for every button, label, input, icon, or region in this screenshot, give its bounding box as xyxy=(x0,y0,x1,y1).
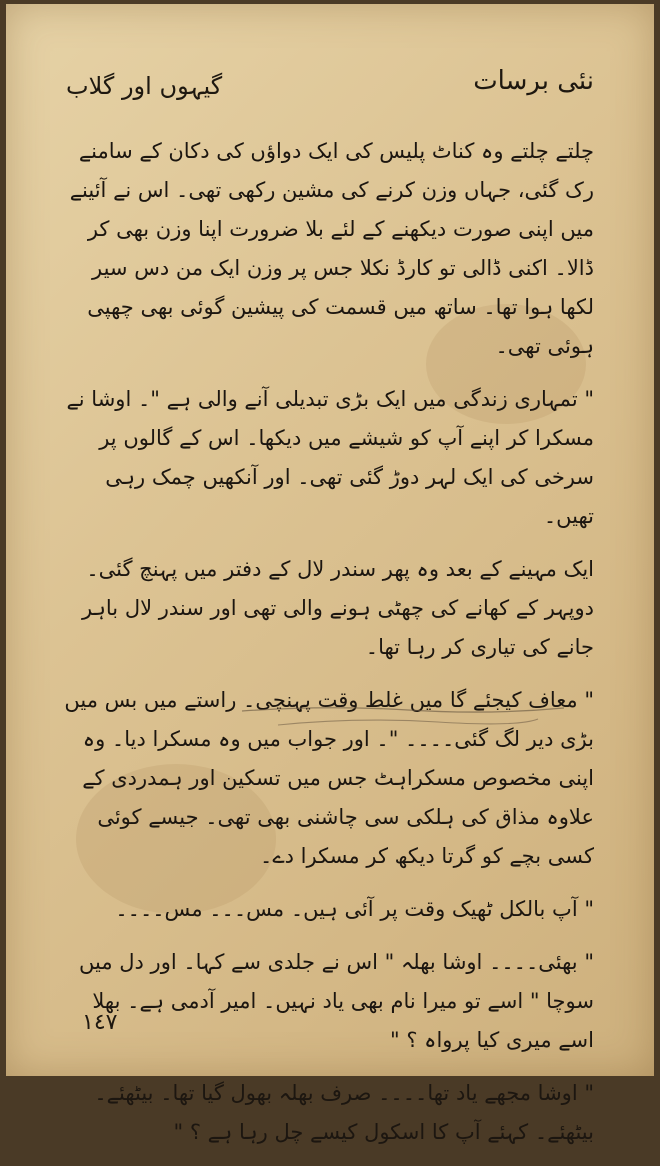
paragraph: چلتے چلتے وہ کناٹ پلیس کی ایک دواؤں کی دکان کے سامنے رک گئی، جہاں وزن کرنے کی مشین رکھی تھی۔ اس نے آئینے میں اپنی صورت دیکھنے کے لئے بلا ضرورت اپنا وزن بھی کر ڈالا۔ اکنی ڈالی تو کارڈ نکلا جس پر وزن ایک من دس سیر لکھا ہوا تھا۔ ساتھ میں قسمت کی پیشین گوئی بھی چھپی ہوئی تھی۔ xyxy=(69,139,594,358)
page-header xyxy=(66,66,594,116)
book-page xyxy=(6,4,654,1144)
story-text xyxy=(54,132,594,1166)
paragraph: " آپ بالکل ٹھیک وقت پر آئی ہیں۔ مس۔۔۔ مس۔۔۔۔ xyxy=(115,897,594,921)
book-title: نئی برسات xyxy=(473,66,594,96)
story-title: گیہوں اور گلاب xyxy=(66,72,223,100)
paragraph: " بھئی۔۔۔۔ اوشا بھلہ " اس نے جلدی سے کہا۔ اور دل میں سوچا " اسے تو میرا نام بھی یاد نہیں۔ امیر آدمی ہے۔ بھلا اسے میری کیا پرواہ ؟ " xyxy=(79,950,594,1052)
page-number: ١٤٧ xyxy=(82,1010,118,1035)
paragraph: " اوشا مجھے یاد تھا۔۔۔۔ صرف بھلہ بھول گیا تھا۔ بیٹھئے۔ بیٹھئے۔ کہئے آپ کا اسکول کیسے چل رہا ہے ؟ " xyxy=(94,1081,594,1144)
paragraph: " معاف کیجئے گا میں غلط وقت پہنچی۔ راستے میں بس میں بڑی دیر لگ گئی۔۔۔۔ "۔ اور جواب میں وہ مسکرا دیا۔ وہ اپنی مخصوص مسکراہٹ جس میں تسکین اور ہمدردی کے علاوہ مذاق کی ہلکی سی چاشنی بھی تھی۔ جیسے کوئی کسی بچے کو گرتا دیکھ کر مسکرا دے۔ xyxy=(64,688,594,868)
paragraph: ایک مہینے کے بعد وہ پھر سندر لال کے دفتر میں پہنچ گئی۔ دوپہر کے کھانے کی چھٹی ہونے والی تھی اور سندر لال باہر جانے کی تیاری کر رہا تھا۔ xyxy=(82,557,594,659)
paragraph: " تمہاری زندگی میں ایک بڑی تبدیلی آنے والی ہے "۔ اوشا نے مسکرا کر اپنے آپ کو شیشے میں دیکھا۔ اس کے گالوں پر سرخی کی ایک لہر دوڑ گئی تھی۔ اور آنکھیں چمک رہی تھیں۔ xyxy=(66,387,594,528)
